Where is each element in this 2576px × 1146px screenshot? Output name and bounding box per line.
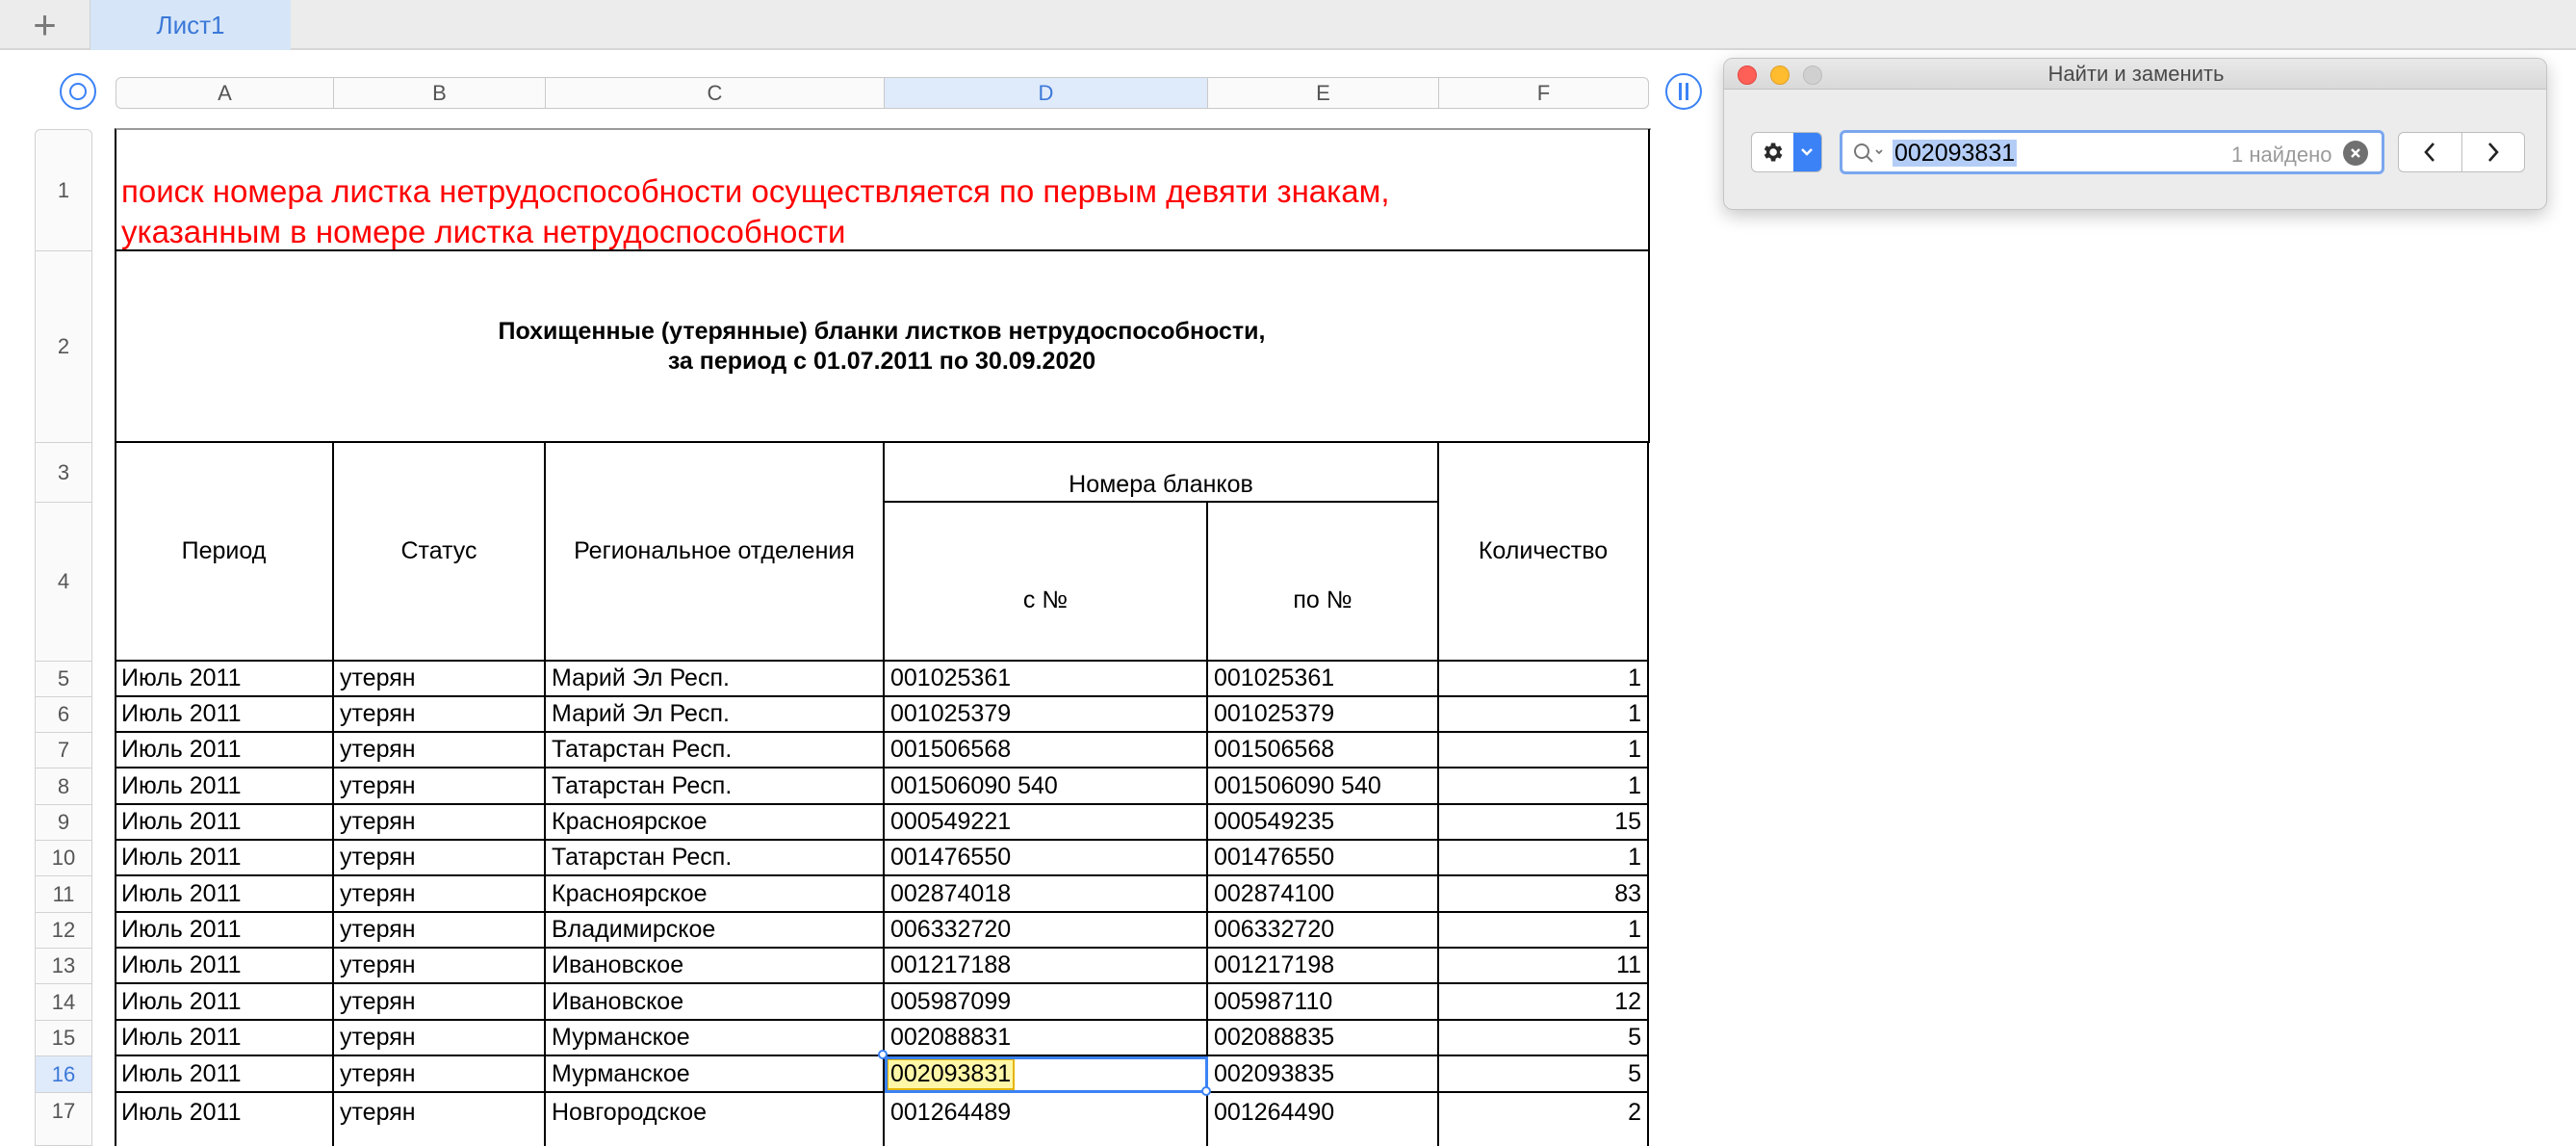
header-status[interactable]: Статус [334, 443, 546, 662]
cell-from-number[interactable]: 001506568 [885, 733, 1208, 768]
search-query-text: 002093831 [1894, 140, 2016, 167]
cell-period[interactable]: Июль 2011 [116, 1021, 334, 1056]
cell-found-match[interactable] [885, 1056, 1208, 1093]
note-line-1: поиск номера листка нетрудоспособности осуществляется по первым девяти знакам, [121, 173, 1390, 209]
selection-handle[interactable] [878, 1050, 888, 1059]
select-all-button[interactable] [60, 73, 96, 110]
cell-region[interactable]: Марий Эл Респ. [546, 697, 885, 733]
cell-count[interactable]: 1 [1439, 913, 1649, 949]
match-count: 1 найдено [2231, 143, 2332, 167]
cell-count[interactable]: 12 [1439, 984, 1649, 1021]
cell-status[interactable]: утерян [334, 949, 546, 984]
cell-to-number[interactable]: 006332720 [1208, 913, 1439, 949]
cell-from-number[interactable]: 001025379 [885, 697, 1208, 733]
cell-to-number[interactable]: 002093835 [1208, 1056, 1439, 1093]
row-header-1[interactable]: 1 [35, 129, 92, 251]
cell-status[interactable]: утерян [334, 913, 546, 949]
column-header-b[interactable]: B [334, 77, 546, 109]
table-title-cell[interactable] [116, 251, 1650, 443]
cell-period[interactable]: Июль 2011 [116, 949, 334, 984]
cell-count[interactable]: 1 [1439, 662, 1649, 697]
plus-icon: + [33, 2, 57, 47]
find-panel-titlebar [1724, 59, 2547, 90]
cell-count[interactable]: 2 [1439, 1093, 1649, 1146]
row-header-6[interactable]: 6 [35, 697, 92, 733]
row-header-2[interactable]: 2 [35, 251, 92, 443]
cell-from-number[interactable]: 001476550 [885, 841, 1208, 876]
cell-period[interactable]: Июль 2011 [116, 805, 334, 841]
header-to-number[interactable]: по № [1208, 503, 1439, 662]
cell-from-number[interactable]: 002088831 [885, 1021, 1208, 1056]
chevron-left-icon[interactable] [2399, 133, 2461, 171]
freeze-handle-button[interactable] [1665, 73, 1702, 110]
row-header-3[interactable]: 3 [35, 443, 92, 503]
find-replace-panel [1723, 58, 2547, 210]
cell-period[interactable]: Июль 2011 [116, 768, 334, 805]
row-header-16[interactable]: 16 [35, 1056, 92, 1093]
cell-status[interactable]: утерян [334, 1093, 546, 1146]
table-title-line-1: Похищенные (утерянные) бланки листков нетрудоспособности, [498, 317, 1266, 345]
tab-sheet1[interactable]: Лист1 [90, 0, 291, 50]
cell-region[interactable]: Ивановское [546, 984, 885, 1021]
table-title-line-2: за период с 01.07.2011 по 30.09.2020 [667, 347, 1096, 375]
cell-from-number[interactable]: 001264489 [885, 1093, 1208, 1146]
cell-status[interactable]: утерян [334, 1056, 546, 1093]
cell-count[interactable]: 83 [1439, 876, 1649, 913]
add-sheet-button[interactable] [0, 0, 90, 50]
cell-count[interactable]: 1 [1439, 697, 1649, 733]
cell-region[interactable]: Ивановское [546, 949, 885, 984]
minimize-window-button[interactable] [1770, 65, 1790, 85]
tab-bar [0, 0, 2576, 50]
cell-from-number[interactable]: 001506090 540 [885, 768, 1208, 805]
cell-period[interactable]: Июль 2011 [116, 984, 334, 1021]
row-header-9[interactable]: 9 [35, 805, 92, 841]
row-header-4[interactable]: 4 [35, 503, 92, 662]
chevron-right-icon[interactable] [2461, 133, 2525, 171]
clear-icon[interactable] [2343, 141, 2368, 166]
cell-region[interactable]: Татарстан Респ. [546, 768, 885, 805]
cell-period[interactable]: Июль 2011 [116, 697, 334, 733]
row-header-8[interactable]: 8 [35, 768, 92, 805]
cell-region[interactable]: Мурманское [546, 1056, 885, 1093]
row-header-17[interactable]: 17 [35, 1093, 92, 1146]
cell-status[interactable]: утерян [334, 984, 546, 1021]
cell-from-number[interactable]: 006332720 [885, 913, 1208, 949]
cell-count[interactable]: 1 [1439, 841, 1649, 876]
note-line-2: указанным в номере листка нетрудоспособности [121, 214, 846, 249]
cell-region[interactable]: Владимирское [546, 913, 885, 949]
cell-region[interactable]: Новгородское [546, 1093, 885, 1146]
match-navigation [2398, 132, 2525, 172]
find-panel-title: Найти и заменить [2048, 61, 2225, 86]
row-header-11[interactable]: 11 [35, 876, 92, 913]
cell-region[interactable]: Татарстан Респ. [546, 841, 885, 876]
cell-to-number[interactable]: 001025379 [1208, 697, 1439, 733]
cell-period[interactable]: Июль 2011 [116, 733, 334, 768]
cell-status[interactable]: утерян [334, 768, 546, 805]
cell-from-number[interactable]: 000549221 [885, 805, 1208, 841]
cell-count[interactable]: 1 [1439, 733, 1649, 768]
row-header-5[interactable]: 5 [35, 662, 92, 697]
cell-to-number[interactable]: 001025361 [1208, 662, 1439, 697]
cell-period[interactable]: Июль 2011 [116, 876, 334, 913]
cell-status[interactable]: утерян [334, 697, 546, 733]
header-from-number[interactable]: с № [885, 503, 1208, 662]
zoom-window-button[interactable] [1803, 65, 1822, 85]
row-header-13[interactable]: 13 [35, 949, 92, 984]
cell-from-number[interactable]: 001217188 [885, 949, 1208, 984]
cell-to-number[interactable]: 001217198 [1208, 949, 1439, 984]
cell-status[interactable]: утерян [334, 662, 546, 697]
row-header-15[interactable]: 15 [35, 1021, 92, 1056]
row-header-14[interactable]: 14 [35, 984, 92, 1021]
cell-from-number[interactable]: 002874018 [885, 876, 1208, 913]
column-header-c[interactable]: C [546, 77, 885, 109]
cell-period[interactable]: Июль 2011 [116, 1056, 334, 1093]
cell-to-number[interactable]: 000549235 [1208, 805, 1439, 841]
cell-from-number[interactable]: 005987099 [885, 984, 1208, 1021]
cell-to-number[interactable]: 002088835 [1208, 1021, 1439, 1056]
cell-to-number[interactable]: 002874100 [1208, 876, 1439, 913]
cell-count[interactable]: 5 [1439, 1021, 1649, 1056]
cell-status[interactable]: утерян [334, 876, 546, 913]
cell-to-number[interactable]: 005987110 [1208, 984, 1439, 1021]
cell-count[interactable]: 11 [1439, 949, 1649, 984]
cell-to-number[interactable]: 001506090 540 [1208, 768, 1439, 805]
cell-to-number[interactable]: 001506568 [1208, 733, 1439, 768]
cell-count[interactable]: 5 [1439, 1056, 1649, 1093]
header-blank-numbers[interactable]: Номера бланков [885, 443, 1439, 503]
search-options-button[interactable] [1751, 132, 1822, 172]
column-header-a[interactable]: A [116, 77, 334, 109]
cell-period[interactable]: Июль 2011 [116, 841, 334, 876]
cell-region[interactable]: Красноярское [546, 876, 885, 913]
search-icon [1852, 142, 1887, 169]
search-input[interactable] [1840, 130, 2384, 174]
cell-period[interactable]: Июль 2011 [116, 662, 334, 697]
column-header-f[interactable]: F [1439, 77, 1649, 109]
chevron-down-icon [1793, 133, 1821, 171]
row-header-10[interactable]: 10 [35, 841, 92, 876]
header-period[interactable]: Период [116, 443, 334, 662]
cell-to-number[interactable]: 001264490 [1208, 1093, 1439, 1146]
cell-count[interactable]: 15 [1439, 805, 1649, 841]
cell-region[interactable]: Марий Эл Респ. [546, 662, 885, 697]
row-header-12[interactable]: 12 [35, 913, 92, 949]
cell-count[interactable]: 1 [1439, 768, 1649, 805]
search-match-highlight: 002093831 [887, 1058, 1015, 1090]
column-header-e[interactable]: E [1208, 77, 1439, 109]
cell-to-number[interactable]: 001476550 [1208, 841, 1439, 876]
header-region[interactable]: Региональное отделения [546, 443, 885, 662]
cell-region[interactable]: Татарстан Респ. [546, 733, 885, 768]
column-header-d[interactable]: D [885, 77, 1208, 109]
cell-status[interactable]: утерян [334, 805, 546, 841]
cell-region[interactable]: Мурманское [546, 1021, 885, 1056]
header-count[interactable]: Количество [1439, 443, 1649, 662]
cell-status[interactable]: утерян [334, 1021, 546, 1056]
row-header-7[interactable]: 7 [35, 733, 92, 768]
gear-icon [1752, 133, 1793, 171]
cell-period[interactable]: Июль 2011 [116, 1093, 334, 1146]
note-cell[interactable] [116, 129, 1650, 251]
close-window-button[interactable] [1738, 65, 1757, 85]
cell-region[interactable]: Красноярское [546, 805, 885, 841]
selection-handle[interactable] [1201, 1086, 1211, 1096]
cell-status[interactable]: утерян [334, 733, 546, 768]
cell-period[interactable]: Июль 2011 [116, 913, 334, 949]
cell-from-number[interactable]: 001025361 [885, 662, 1208, 697]
cell-status[interactable]: утерян [334, 841, 546, 876]
